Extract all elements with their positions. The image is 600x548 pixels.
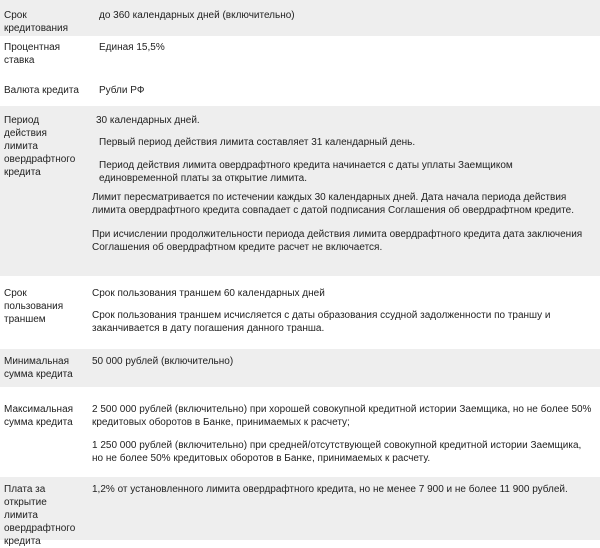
row-label: Срок кредитования xyxy=(4,10,69,34)
row-label: Период действия лимита овердрафтного кредита xyxy=(4,115,76,178)
value-paragraph: Период действия лимита овердрафтного кредита начинается с даты уплаты Заемщиком единовременной платы за открытие лимита. xyxy=(99,160,513,184)
table-row xyxy=(0,349,600,387)
row-value xyxy=(82,36,600,72)
table-row xyxy=(0,106,600,276)
value-paragraph: 1 250 000 рублей (включительно) при средней/отсутствующей совокупной кредитной истории Заемщика, но не более 50% кредитовых оборотов в Банке, принимаемых к расчету. xyxy=(92,440,582,464)
value-paragraph: 30 календарных дней. xyxy=(96,115,200,126)
row-value xyxy=(82,276,600,344)
row-label: Срок пользования траншем xyxy=(4,288,64,325)
value-paragraph: Лимит пересматривается по истечении каждых 30 календарных дней. Дата начала периода действия лимита овердрафтного кредита совпадает с датой подписания Соглашения об овердрафтном кредите. xyxy=(92,192,575,216)
row-label: Плата за открытие лимита овердрафтного кредита xyxy=(4,484,76,547)
value-paragraph: При исчислении продолжительности периода действия лимита овердрафтного кредита дата заключения Соглашения об овердрафтном кредите расчет не включается. xyxy=(92,229,583,253)
value-paragraph: Срок пользования траншем 60 календарных дней xyxy=(92,288,325,299)
row-value xyxy=(82,392,600,473)
value-paragraph: 1,2% от установленного лимита овердрафтного кредита, но не менее 7 900 и не более 11 900 рублей. xyxy=(92,484,568,495)
row-label: Процентная ставка xyxy=(4,42,61,66)
row-value xyxy=(82,0,600,36)
value-paragraph: Первый период действия лимита составляет 31 календарный день. xyxy=(99,137,416,148)
row-label: Минимальная сумма кредита xyxy=(4,356,73,380)
value-paragraph: 2 500 000 рублей (включительно) при хорошей совокупной кредитной истории Заемщика, но не более 50% кредитовых оборотов в Банке, принимаемых к расчету; xyxy=(92,404,592,428)
table-row xyxy=(0,72,600,102)
table-row xyxy=(0,36,600,72)
value-paragraph: Срок пользования траншем исчисляется с даты образования ссудной задолженности по траншу и заканчивается в дату погашения данного транша. xyxy=(92,310,551,334)
table-row xyxy=(0,0,600,36)
value-paragraph: Рубли РФ xyxy=(99,85,145,96)
row-value xyxy=(82,106,600,276)
table-row xyxy=(0,392,600,473)
row-value xyxy=(82,349,600,387)
row-label: Валюта кредита xyxy=(4,85,79,96)
row-label: Максимальная сумма кредита xyxy=(4,404,74,428)
row-value xyxy=(82,477,600,540)
value-paragraph: до 360 календарных дней (включительно) xyxy=(99,10,295,21)
table-row xyxy=(0,477,600,547)
table-row xyxy=(0,276,600,344)
row-value xyxy=(82,72,600,102)
value-paragraph: Единая 15,5% xyxy=(99,42,165,53)
value-paragraph: 50 000 рублей (включительно) xyxy=(92,356,234,367)
